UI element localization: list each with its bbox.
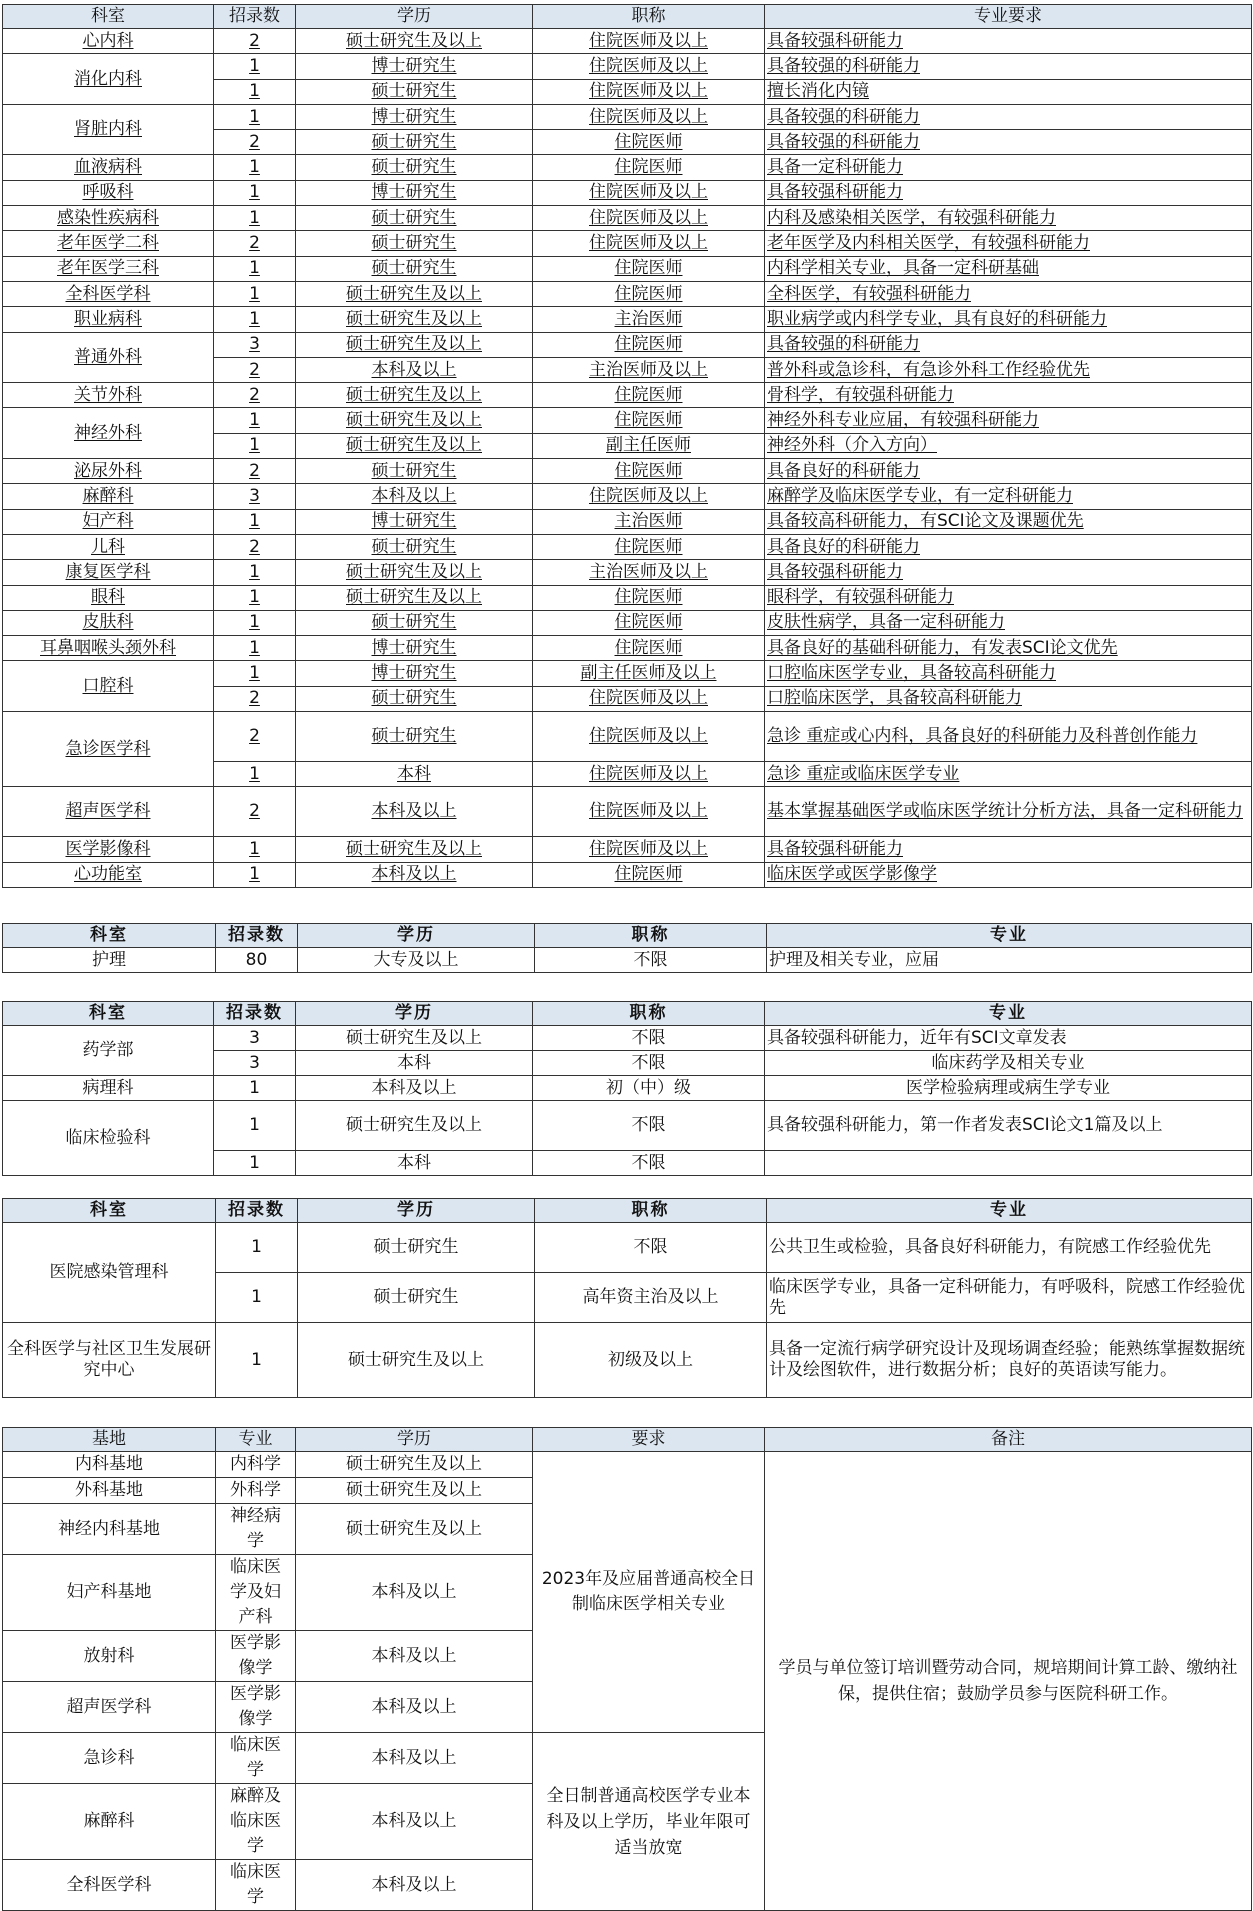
cell-base: 麻醉科 <box>3 1784 216 1860</box>
cell-requirement: 麻醉学及临床医学专业，有一定科研能力 <box>765 484 1252 509</box>
cell-title: 住院医师及以上 <box>533 206 765 231</box>
table-row <box>3 1223 1252 1273</box>
cell-title: 住院医师 <box>533 636 765 661</box>
cell-education: 博士研究生 <box>296 180 533 205</box>
cell-requirement: 具备较高科研能力，有SCI论文及课题优先 <box>765 509 1252 534</box>
cell-count: 1 <box>214 560 296 585</box>
cell-dept: 普通外科 <box>3 332 214 383</box>
cell-count: 2 <box>214 534 296 559</box>
cell-education: 博士研究生 <box>296 636 533 661</box>
cell-dept: 医学影像科 <box>3 837 214 862</box>
cell-title: 住院医师 <box>533 862 765 887</box>
cell-education: 本科及以上 <box>296 1631 533 1682</box>
cell-requirement: 全科医学，有较强科研能力 <box>765 281 1252 306</box>
cell-title: 住院医师及以上 <box>533 231 765 256</box>
cell-count: 1 <box>214 1076 296 1101</box>
recruitment-table-nursing <box>2 923 1251 973</box>
cell-dept: 药学部 <box>3 1026 214 1076</box>
cell-dept: 妇产科 <box>3 509 214 534</box>
cell-count: 1 <box>214 79 296 104</box>
cell-count: 1 <box>214 762 296 787</box>
cell-count: 1 <box>214 585 296 610</box>
cell-education: 本科及以上 <box>296 862 533 887</box>
cell-education: 博士研究生 <box>296 54 533 79</box>
cell-education: 博士研究生 <box>296 509 533 534</box>
cell-base: 全科医学科 <box>3 1860 216 1911</box>
cell-title: 住院医师及以上 <box>533 54 765 79</box>
cell-title: 住院医师及以上 <box>533 79 765 104</box>
cell-title: 主治医师 <box>533 307 765 332</box>
cell-education: 硕士研究生及以上 <box>296 1452 533 1478</box>
cell-education: 硕士研究生 <box>296 534 533 559</box>
recruitment-table-doctors <box>2 4 1251 888</box>
header-major: 专业 <box>767 924 1252 948</box>
cell-education: 硕士研究生 <box>296 79 533 104</box>
cell-dept: 呼吸科 <box>3 180 214 205</box>
cell-education: 硕士研究生 <box>298 1273 535 1323</box>
table-row <box>3 104 1252 129</box>
cell-count: 1 <box>216 1273 298 1323</box>
cell-education: 本科及以上 <box>296 1860 533 1911</box>
header-dept: 科室 <box>3 1199 216 1223</box>
header-count: 招录数 <box>214 5 296 29</box>
table-row <box>3 29 1252 54</box>
cell-education: 大专及以上 <box>298 948 535 973</box>
cell-count: 2 <box>214 231 296 256</box>
table-row <box>3 948 1252 973</box>
cell-title: 主治医师及以上 <box>533 560 765 585</box>
cell-title: 不限 <box>533 1151 765 1176</box>
cell-education: 硕士研究生 <box>296 256 533 281</box>
cell-title: 住院医师 <box>533 256 765 281</box>
header-dept: 科室 <box>3 1002 214 1026</box>
cell-requirement: 具备较强的科研能力 <box>765 104 1252 129</box>
cell-count: 3 <box>214 484 296 509</box>
table-row <box>3 408 1252 433</box>
cell-education: 本科及以上 <box>296 1733 533 1784</box>
cell-education: 硕士研究生 <box>296 686 533 711</box>
cell-dept: 肾脏内科 <box>3 104 214 155</box>
cell-title: 住院医师及以上 <box>533 787 765 837</box>
cell-requirement: 口腔临床医学，具备较高科研能力 <box>765 686 1252 711</box>
cell-education: 硕士研究生 <box>296 130 533 155</box>
cell-title: 住院医师 <box>533 281 765 306</box>
cell-title: 不限 <box>533 1026 765 1051</box>
cell-title: 主治医师及以上 <box>533 357 765 382</box>
cell-dept: 泌尿外科 <box>3 459 214 484</box>
cell-requirement: 具备良好的基础科研能力，有发表SCI论文优先 <box>765 636 1252 661</box>
header-education: 学历 <box>296 5 533 29</box>
header-title: 职称 <box>533 1002 765 1026</box>
cell-requirement: 神经外科（介入方向） <box>765 433 1252 458</box>
table-row <box>3 155 1252 180</box>
cell-title: 住院医师及以上 <box>533 180 765 205</box>
cell-education: 硕士研究生 <box>296 712 533 762</box>
cell-dept: 全科医学科 <box>3 281 214 306</box>
cell-title: 住院医师及以上 <box>533 686 765 711</box>
table-row <box>3 636 1252 661</box>
cell-title: 住院医师 <box>533 383 765 408</box>
cell-major: 护理及相关专业，应届 <box>767 948 1252 973</box>
header-remark: 备注 <box>765 1428 1252 1452</box>
header-education: 学历 <box>298 924 535 948</box>
cell-education: 本科及以上 <box>296 1076 533 1101</box>
cell-count: 1 <box>214 433 296 458</box>
cell-base: 放射科 <box>3 1631 216 1682</box>
cell-education: 硕士研究生 <box>298 1223 535 1273</box>
cell-requirement: 具备一定科研能力 <box>765 155 1252 180</box>
table-row <box>3 787 1252 837</box>
header-count: 招录数 <box>214 1002 296 1026</box>
cell-dept: 麻醉科 <box>3 484 214 509</box>
cell-major: 内科学 <box>216 1452 296 1478</box>
cell-title: 住院医师及以上 <box>533 762 765 787</box>
header-dept: 科室 <box>3 5 214 29</box>
cell-requirement: 急诊 重症或心内科，具备良好的科研能力及科普创作能力 <box>765 712 1252 762</box>
cell-major: 神经病学 <box>216 1504 296 1555</box>
residency-training-table <box>2 1427 1251 1911</box>
table-row <box>3 180 1252 205</box>
header-major: 专业 <box>765 1002 1252 1026</box>
cell-education: 硕士研究生及以上 <box>296 281 533 306</box>
cell-dept: 护理 <box>3 948 216 973</box>
header-requirement: 要求 <box>533 1428 765 1452</box>
cell-title: 住院医师及以上 <box>533 712 765 762</box>
cell-education: 本科 <box>296 762 533 787</box>
cell-count: 2 <box>214 29 296 54</box>
cell-count: 1 <box>214 509 296 534</box>
cell-dept: 全科医学与社区卫生发展研究中心 <box>3 1323 216 1398</box>
table-row <box>3 610 1252 635</box>
cell-education: 硕士研究生及以上 <box>296 585 533 610</box>
header-base: 基地 <box>3 1428 216 1452</box>
cell-dept: 关节外科 <box>3 383 214 408</box>
cell-education: 硕士研究生及以上 <box>296 560 533 585</box>
table-row <box>3 661 1252 686</box>
cell-base: 外科基地 <box>3 1478 216 1504</box>
header-title: 职称 <box>535 1199 767 1223</box>
cell-requirement: 老年医学及内科相关医学，有较强科研能力 <box>765 231 1252 256</box>
cell-requirement: 神经外科专业应届，有较强科研能力 <box>765 408 1252 433</box>
table-row <box>3 231 1252 256</box>
cell-dept: 康复医学科 <box>3 560 214 585</box>
cell-dept: 急诊医学科 <box>3 712 214 787</box>
cell-education: 硕士研究生 <box>296 459 533 484</box>
cell-dept: 超声医学科 <box>3 787 214 837</box>
cell-dept: 感染性疾病科 <box>3 206 214 231</box>
cell-requirement: 具备较强科研能力 <box>765 837 1252 862</box>
cell-education: 硕士研究生及以上 <box>296 1504 533 1555</box>
table-row <box>3 1076 1252 1101</box>
cell-title: 高年资主治及以上 <box>535 1273 767 1323</box>
cell-dept: 口腔科 <box>3 661 214 712</box>
cell-count: 3 <box>214 1051 296 1076</box>
header-major: 专业 <box>767 1199 1252 1223</box>
cell-dept: 老年医学二科 <box>3 231 214 256</box>
cell-requirement: 擅长消化内镜 <box>765 79 1252 104</box>
cell-education: 博士研究生 <box>296 104 533 129</box>
cell-count: 1 <box>214 862 296 887</box>
table-row <box>3 862 1252 887</box>
cell-education: 本科 <box>296 1151 533 1176</box>
cell-count: 1 <box>214 206 296 231</box>
table-row <box>3 837 1252 862</box>
table-row <box>3 1452 1252 1478</box>
cell-requirement-b: 全日制普通高校医学专业本科及以上学历，毕业年限可适当放宽 <box>533 1733 765 1911</box>
cell-education: 本科及以上 <box>296 787 533 837</box>
cell-dept: 心内科 <box>3 29 214 54</box>
cell-dept: 职业病科 <box>3 307 214 332</box>
cell-requirement: 临床医学或医学影像学 <box>765 862 1252 887</box>
cell-count: 1 <box>214 610 296 635</box>
recruitment-table-research <box>2 1198 1251 1398</box>
cell-title: 住院医师 <box>533 610 765 635</box>
cell-count: 2 <box>214 130 296 155</box>
cell-count: 1 <box>216 1323 298 1398</box>
table-row <box>3 383 1252 408</box>
cell-count: 1 <box>214 1151 296 1176</box>
cell-dept: 老年医学三科 <box>3 256 214 281</box>
cell-dept: 儿科 <box>3 534 214 559</box>
cell-requirement: 具备较强科研能力 <box>765 180 1252 205</box>
cell-title: 住院医师 <box>533 130 765 155</box>
cell-count: 3 <box>214 1026 296 1051</box>
cell-education: 硕士研究生 <box>296 231 533 256</box>
recruitment-table-medtech <box>2 1001 1251 1176</box>
cell-dept: 血液病科 <box>3 155 214 180</box>
cell-title: 住院医师 <box>533 585 765 610</box>
cell-major <box>765 1151 1252 1176</box>
cell-title: 主治医师 <box>533 509 765 534</box>
cell-requirement: 皮肤性病学，具备一定科研能力 <box>765 610 1252 635</box>
cell-title: 不限 <box>533 1051 765 1076</box>
cell-requirement: 具备良好的科研能力 <box>765 459 1252 484</box>
cell-count: 1 <box>214 661 296 686</box>
cell-education: 本科及以上 <box>296 484 533 509</box>
cell-count: 2 <box>214 357 296 382</box>
cell-count: 1 <box>214 281 296 306</box>
cell-education: 本科及以上 <box>296 357 533 382</box>
header-count: 招录数 <box>216 924 298 948</box>
cell-education: 硕士研究生 <box>296 155 533 180</box>
cell-requirement: 口腔临床医学专业，具备较高科研能力 <box>765 661 1252 686</box>
cell-major: 具备较强科研能力，近年有SCI文章发表 <box>765 1026 1252 1051</box>
cell-major: 具备一定流行病学研究设计及现场调查经验；能熟练掌握数据统计及绘图软件，进行数据分析；良好的英语读写能力。 <box>767 1323 1252 1398</box>
cell-education: 硕士研究生及以上 <box>296 837 533 862</box>
cell-base: 急诊科 <box>3 1733 216 1784</box>
cell-education: 硕士研究生及以上 <box>296 408 533 433</box>
cell-base: 超声医学科 <box>3 1682 216 1733</box>
cell-education: 硕士研究生及以上 <box>296 1101 533 1151</box>
cell-requirement: 眼科学，有较强科研能力 <box>765 585 1252 610</box>
header-requirement: 专业要求 <box>765 5 1252 29</box>
table-row <box>3 206 1252 231</box>
cell-dept: 皮肤科 <box>3 610 214 635</box>
cell-requirement: 急诊 重症或临床医学专业 <box>765 762 1252 787</box>
cell-education: 本科及以上 <box>296 1682 533 1733</box>
cell-education: 硕士研究生及以上 <box>296 1026 533 1051</box>
cell-count: 2 <box>214 787 296 837</box>
header-title: 职称 <box>535 924 767 948</box>
cell-major: 麻醉及临床医学 <box>216 1784 296 1860</box>
table-row <box>3 459 1252 484</box>
table-row <box>3 534 1252 559</box>
cell-major: 医学检验病理或病生学专业 <box>765 1076 1252 1101</box>
cell-requirement: 具备较强的科研能力 <box>765 332 1252 357</box>
cell-education: 硕士研究生及以上 <box>296 29 533 54</box>
cell-education: 硕士研究生及以上 <box>296 383 533 408</box>
cell-count: 1 <box>214 155 296 180</box>
cell-requirement: 普外科或急诊科，有急诊外科工作经验优先 <box>765 357 1252 382</box>
cell-title: 住院医师 <box>533 155 765 180</box>
cell-dept: 临床检验科 <box>3 1101 214 1176</box>
header-education: 学历 <box>296 1002 533 1026</box>
cell-count: 3 <box>214 332 296 357</box>
cell-title: 住院医师 <box>533 408 765 433</box>
cell-title: 住院医师及以上 <box>533 484 765 509</box>
cell-major: 公共卫生或检验，具备良好科研能力，有院感工作经验优先 <box>767 1223 1252 1273</box>
cell-education: 硕士研究生及以上 <box>296 332 533 357</box>
cell-requirement: 具备良好的科研能力 <box>765 534 1252 559</box>
cell-title: 住院医师 <box>533 534 765 559</box>
cell-dept: 眼科 <box>3 585 214 610</box>
cell-major: 具备较强科研能力，第一作者发表SCI论文1篇及以上 <box>765 1101 1252 1151</box>
cell-count: 2 <box>214 686 296 711</box>
cell-title: 初级及以上 <box>535 1323 767 1398</box>
cell-major: 临床医学专业，具备一定科研能力，有呼吸科，院感工作经验优先 <box>767 1273 1252 1323</box>
cell-education: 硕士研究生及以上 <box>296 433 533 458</box>
table-row <box>3 712 1252 762</box>
cell-count: 1 <box>214 408 296 433</box>
cell-count: 2 <box>214 712 296 762</box>
header-education: 学历 <box>296 1428 533 1452</box>
table-row <box>3 585 1252 610</box>
cell-title: 副主任医师及以上 <box>533 661 765 686</box>
cell-count: 1 <box>214 54 296 79</box>
cell-requirement: 具备较强科研能力 <box>765 560 1252 585</box>
header-count: 招录数 <box>216 1199 298 1223</box>
cell-title: 不限 <box>533 1101 765 1151</box>
cell-requirement: 内科学相关专业，具备一定科研基础 <box>765 256 1252 281</box>
cell-dept: 心功能室 <box>3 862 214 887</box>
cell-title: 不限 <box>535 948 767 973</box>
cell-major: 临床医学及妇产科 <box>216 1555 296 1631</box>
cell-count: 2 <box>214 383 296 408</box>
cell-major: 临床医学 <box>216 1860 296 1911</box>
cell-dept: 神经外科 <box>3 408 214 459</box>
cell-title: 副主任医师 <box>533 433 765 458</box>
cell-education: 硕士研究生 <box>296 206 533 231</box>
cell-education: 本科及以上 <box>296 1555 533 1631</box>
table-row <box>3 1323 1252 1398</box>
cell-education: 本科及以上 <box>296 1784 533 1860</box>
cell-major: 临床医学 <box>216 1733 296 1784</box>
table-row <box>3 256 1252 281</box>
cell-dept: 耳鼻咽喉头颈外科 <box>3 636 214 661</box>
cell-title: 住院医师及以上 <box>533 104 765 129</box>
cell-title: 住院医师及以上 <box>533 837 765 862</box>
table-row <box>3 54 1252 79</box>
cell-base: 妇产科基地 <box>3 1555 216 1631</box>
cell-count: 1 <box>214 636 296 661</box>
cell-education: 硕士研究生及以上 <box>296 307 533 332</box>
cell-title: 住院医师 <box>533 332 765 357</box>
cell-major: 医学影像学 <box>216 1631 296 1682</box>
cell-count: 80 <box>216 948 298 973</box>
cell-education: 硕士研究生 <box>296 610 533 635</box>
cell-title: 住院医师 <box>533 459 765 484</box>
table-row <box>3 509 1252 534</box>
cell-requirement: 基本掌握基础医学或临床医学统计分析方法，具备一定科研能力 <box>765 787 1252 837</box>
cell-count: 2 <box>214 459 296 484</box>
cell-dept: 病理科 <box>3 1076 214 1101</box>
header-dept: 科室 <box>3 924 216 948</box>
cell-requirement-a: 2023年及应届普通高校全日制临床医学相关专业 <box>533 1452 765 1733</box>
cell-count: 1 <box>216 1223 298 1273</box>
header-education: 学历 <box>298 1199 535 1223</box>
cell-title: 初（中）级 <box>533 1076 765 1101</box>
header-title: 职称 <box>533 5 765 29</box>
cell-requirement: 职业病学或内科学专业，具有良好的科研能力 <box>765 307 1252 332</box>
cell-title: 住院医师及以上 <box>533 29 765 54</box>
cell-title: 不限 <box>535 1223 767 1273</box>
cell-dept: 消化内科 <box>3 54 214 105</box>
cell-count: 1 <box>214 180 296 205</box>
cell-dept: 医院感染管理科 <box>3 1223 216 1323</box>
cell-education: 博士研究生 <box>296 661 533 686</box>
cell-base: 神经内科基地 <box>3 1504 216 1555</box>
table-row <box>3 1101 1252 1151</box>
cell-education: 本科 <box>296 1051 533 1076</box>
cell-count: 1 <box>214 1101 296 1151</box>
cell-education: 硕士研究生及以上 <box>296 1478 533 1504</box>
table-row <box>3 332 1252 357</box>
header-major: 专业 <box>216 1428 296 1452</box>
cell-requirement: 具备较强科研能力 <box>765 29 1252 54</box>
table-row <box>3 307 1252 332</box>
cell-requirement: 具备较强的科研能力 <box>765 130 1252 155</box>
cell-remark: 学员与单位签订培训暨劳动合同，规培期间计算工龄、缴纳社保，提供住宿；鼓励学员参与医院科研工作。 <box>765 1452 1252 1911</box>
table-row <box>3 281 1252 306</box>
cell-base: 内科基地 <box>3 1452 216 1478</box>
table-row <box>3 1026 1252 1051</box>
cell-count: 1 <box>214 104 296 129</box>
cell-count: 1 <box>214 837 296 862</box>
cell-count: 1 <box>214 307 296 332</box>
cell-education: 硕士研究生及以上 <box>298 1323 535 1398</box>
cell-requirement: 具备较强的科研能力 <box>765 54 1252 79</box>
cell-major: 临床药学及相关专业 <box>765 1051 1252 1076</box>
cell-major: 医学影像学 <box>216 1682 296 1733</box>
cell-major: 外科学 <box>216 1478 296 1504</box>
table-row <box>3 484 1252 509</box>
cell-requirement: 骨科学，有较强科研能力 <box>765 383 1252 408</box>
cell-requirement: 内科及感染相关医学，有较强科研能力 <box>765 206 1252 231</box>
cell-count: 1 <box>214 256 296 281</box>
table-row <box>3 560 1252 585</box>
